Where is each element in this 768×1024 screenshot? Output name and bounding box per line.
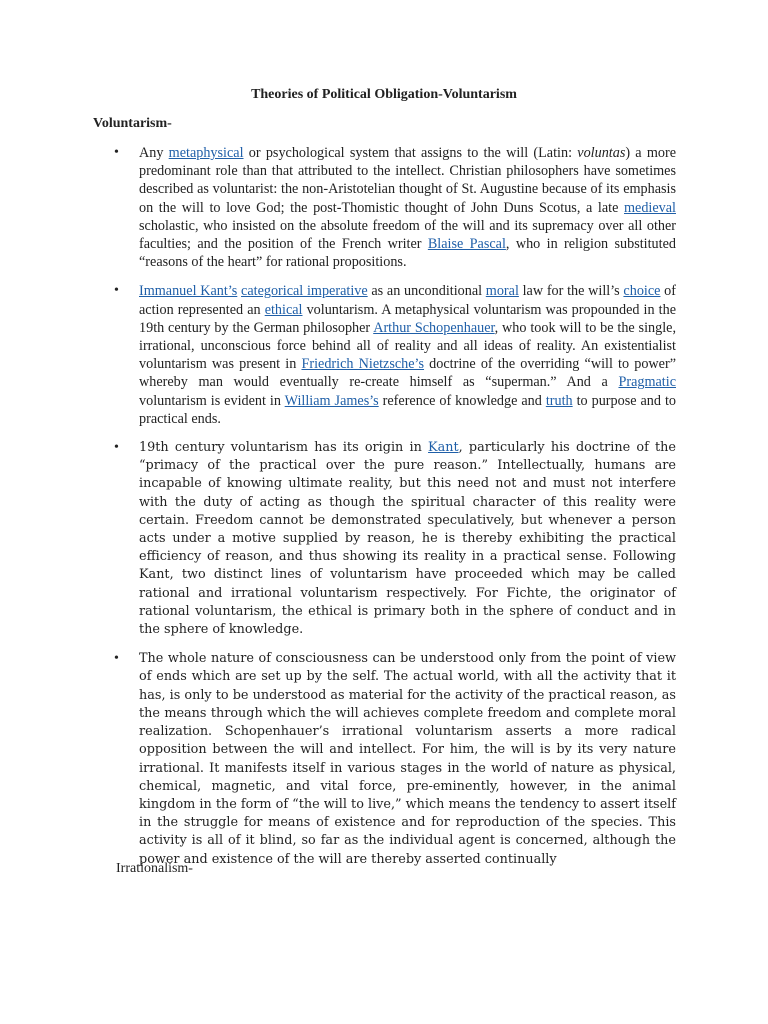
bullet-marker: •	[114, 440, 119, 456]
text-run: 19th century voluntarism has its origin in	[139, 440, 429, 456]
hyperlink[interactable]: Pragmatic	[618, 374, 676, 391]
text-run: , who in religion substituted “reasons of the heart” for rational propositions.	[139, 236, 676, 271]
italic-term: voluntas	[577, 145, 626, 161]
bullet-item	[114, 282, 676, 428]
hyperlink[interactable]: Immanuel Kant’s	[139, 283, 238, 300]
hyperlink[interactable]: truth	[545, 392, 573, 409]
text-run: to purpose and to practical ends.	[139, 392, 676, 427]
hyperlink[interactable]: Kant	[428, 440, 459, 456]
hyperlink[interactable]: Friedrich Nietzsche’s	[301, 356, 425, 373]
bullet-list	[114, 144, 676, 880]
text-run: Any	[139, 145, 169, 161]
text-run: of action represented an	[139, 283, 676, 318]
hyperlink[interactable]: ethical	[264, 301, 303, 318]
text-run: scholastic, who insisted on the absolute freedom of the will and its supremacy over all other faculties; and the position of the French writer	[139, 217, 676, 253]
text-run: or psychological system that assigns to the will (Latin:	[243, 145, 578, 161]
bullet-marker: •	[114, 283, 119, 299]
hyperlink[interactable]: Blaise Pascal	[427, 236, 506, 253]
text-run: The whole nature of consciousness can be understood only from the point of view of ends which are set up by the self. The actual world, with all the activity that it has, is only to be understood as material for the activity of the practical reason, as the means through which the will achieves complete freedom and complete moral realization. Schopenhauer’s irrational voluntarism asserts a more radical opposition between the will and intellect. For him, the will is by its very nature irrational. It manifests itself in various stages in the world of nature as physical, chemical, magnetic, and vital force, pre-eminently, however, in the animal kingdom in the form of “the will to live,” which means the tendency to assert itself in the struggle for means of existence and for reproduction of the species. This activity is all of it blind, so far as the individual agent is concerned, although the power and existence of the will are thereby asserted continually	[139, 651, 676, 867]
hyperlink[interactable]: Arthur Schopenhauer	[373, 319, 495, 336]
bullet-item	[114, 650, 676, 868]
hyperlink[interactable]: metaphysical	[168, 145, 244, 161]
text-run: voluntarism. A metaphysical voluntarism was propounded in the 19th century by the German philosopher	[139, 301, 676, 336]
section-heading-voluntarism: Voluntarism-	[93, 116, 172, 131]
text-run: as an unconditional	[367, 283, 486, 300]
hyperlink[interactable]: medieval	[624, 199, 676, 216]
bullet-paragraph	[139, 650, 676, 868]
document-title: Theories of Political Obligation-Voluntarism	[251, 87, 517, 102]
hyperlink[interactable]: categorical imperative	[241, 283, 368, 300]
bullet-marker: •	[114, 145, 119, 160]
text-run: ) a more predominant role than that attributed to the intellect. Christian philosophers have sometimes described as voluntarist: the non-Aristotelian thought of St. Augustine because of its emphasis on the will to love God; the post-Thomistic thought of John Duns Scotus, a late	[139, 145, 676, 216]
text-run: , who took will to be the single, irrational, unconscious force behind all of reality and all ideas of reality. An existentialist voluntarism was present in	[139, 319, 676, 373]
bullet-paragraph	[139, 439, 676, 639]
bullet-item	[114, 144, 676, 271]
hyperlink[interactable]: choice	[623, 283, 661, 300]
text-run: doctrine of the overriding “will to power” whereby man would eventually re-create himself as “superman.” And a	[139, 356, 676, 391]
text-run: , particularly his doctrine of the “primacy of the practical over the pure reason.” Intellectually, humans are incapable of knowing ultimate reality, but this need not and must not interfere with the duty of acting as though the spiritual character of this reality were certain. Freedom cannot be demonstrated speculatively, but whenever a person acts under a motive supplied by reason, he is thereby exhibiting the practical efficiency of reason, and thus showing its reality in a practical sense. Following Kant, two distinct lines of voluntarism have proceeded which may be called rational and irrational voluntarism respectively. For Fichte, the originator of rational voluntarism, the ethical is primary both in the sphere of conduct and in the sphere of knowledge.	[139, 440, 676, 638]
bullet-paragraph	[139, 282, 676, 428]
hyperlink[interactable]: moral	[485, 283, 519, 300]
section-heading-irrationalism: Irrationalism-	[116, 861, 193, 876]
bullet-paragraph	[139, 144, 676, 271]
bullet-marker: •	[114, 651, 119, 667]
text-run: reference of knowledge and	[378, 392, 546, 409]
bullet-item	[114, 439, 676, 639]
text-run: law for the will’s	[518, 283, 624, 300]
text-run: voluntarism is evident in	[139, 392, 285, 409]
hyperlink[interactable]: William James’s	[284, 392, 379, 409]
